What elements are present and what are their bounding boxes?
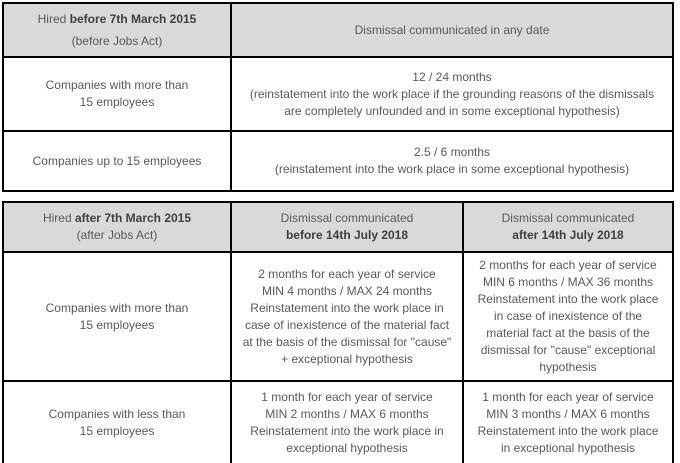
header-line — [13, 8, 221, 30]
hired-before-date: before 7th March 2015 — [69, 12, 197, 26]
service-rule: 2 months for each year of service — [479, 258, 657, 272]
table2-header-dismissal-after — [463, 202, 673, 252]
table-row — [3, 57, 673, 131]
min-max-rule: MIN 2 months / MAX 6 months — [265, 407, 429, 421]
jobs-act-subtitle: (before Jobs Act) — [71, 34, 163, 48]
header-line — [13, 210, 221, 227]
table2-row1-before-cell — [231, 252, 463, 381]
table1-row2-indemnity-cell — [231, 131, 673, 191]
reinstatement-note: Reinstatement into the work place in exceptional hypothesis — [477, 424, 659, 455]
table2-row1-after-cell — [463, 252, 673, 381]
company-label-line: Companies with less than — [48, 407, 186, 421]
table1-row1-company-label — [3, 57, 231, 131]
header-line: Dismissal communicated — [280, 211, 414, 225]
table2-header-dismissal-before — [231, 202, 463, 252]
company-label-line: 15 employees — [79, 317, 155, 332]
table1-header-dismissal-any-date — [231, 3, 673, 57]
reinstatement-note: (reinstatement into the work place in some exceptional hypothesis) — [274, 162, 630, 176]
reinstatement-note: Reinstatement into the work place in case of inexistence of the material fact at the basis of the dismissal for "cause" + exceptional hypothesis — [242, 300, 452, 366]
reinstatement-note: Reinstatement into the work place in case of inexistence of the material fact at the basis of the dismissal for "cause" exceptional hypothesis — [477, 292, 659, 374]
table2-row1-company-label — [3, 252, 231, 381]
reinstatement-note: (reinstatement into the work place if the grounding reasons of the dismissals are completely unfounded and in some exceptional hypothesis) — [249, 86, 655, 118]
service-rule: 2 months for each year of service — [258, 266, 436, 281]
table2-row2-company-label — [3, 381, 231, 463]
company-label-line: Companies with more than — [45, 78, 189, 92]
months-value: 2.5 / 6 months — [413, 145, 491, 159]
table-after-jobs-act — [2, 201, 674, 463]
table-row — [3, 131, 673, 191]
hired-prefix: Hired — [37, 12, 70, 26]
table-row — [3, 252, 673, 381]
dismissal-before-date: before 14th July 2018 — [285, 228, 409, 242]
company-label-line: 15 employees — [79, 95, 155, 109]
table1-row2-company-label — [3, 131, 231, 191]
min-max-rule: MIN 4 months / MAX 24 months — [261, 283, 433, 298]
service-rule: 1 month for each year of service — [482, 390, 654, 404]
header-line: Dismissal communicated — [501, 211, 635, 225]
months-value: 12 / 24 months — [412, 69, 492, 84]
min-max-rule: MIN 3 months / MAX 6 months — [486, 407, 650, 421]
table-before-jobs-act — [2, 2, 674, 192]
jobs-act-subtitle: (after Jobs Act) — [76, 228, 158, 242]
service-rule: 1 month for each year of service — [261, 390, 433, 404]
min-max-rule: MIN 6 months / MAX 36 months — [482, 275, 654, 289]
company-label-line: 15 employees — [79, 424, 155, 438]
dismissal-after-date: after 14th July 2018 — [512, 228, 624, 242]
hired-after-date: after 7th March 2015 — [74, 211, 192, 225]
header-line: Dismissal communicated in any date — [354, 23, 550, 37]
reinstatement-note: Reinstatement into the work place in exceptional hypothesis — [250, 424, 444, 455]
table1-header-row — [3, 3, 673, 57]
table1-header-hired-before — [3, 3, 231, 57]
table2-header-hired-after — [3, 202, 231, 252]
hired-prefix: Hired — [42, 211, 75, 225]
table2-header-row — [3, 202, 673, 252]
company-label-line: Companies with more than — [45, 300, 189, 315]
table2-row2-before-cell — [231, 381, 463, 463]
company-label-line: Companies up to 15 employees — [32, 153, 202, 168]
table-row — [3, 381, 673, 463]
table2-row2-after-cell — [463, 381, 673, 463]
table1-row1-indemnity-cell — [231, 57, 673, 131]
